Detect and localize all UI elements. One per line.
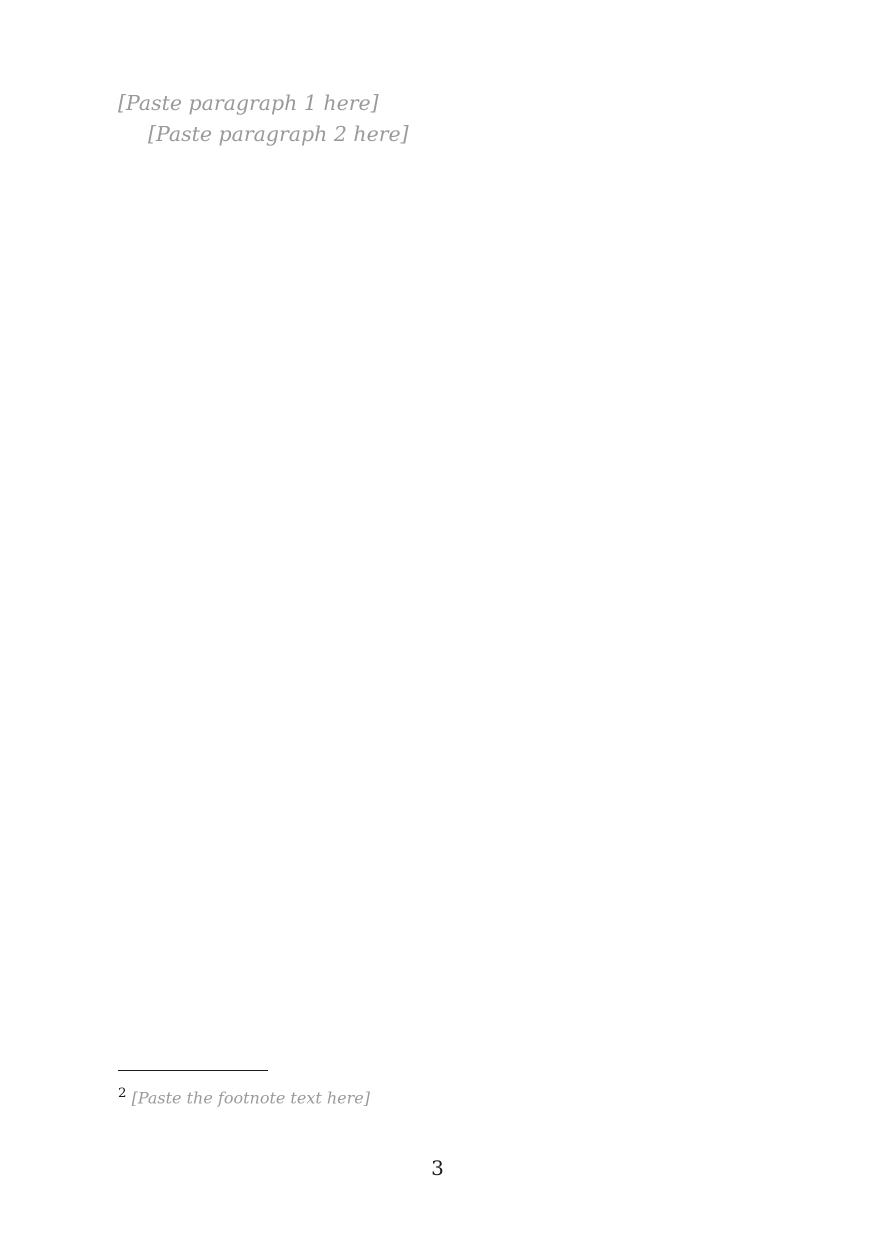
footnote-marker: 2: [118, 1086, 127, 1101]
body-text: [118, 88, 770, 149]
footnote-text: [Paste the footnote text here]: [131, 1088, 370, 1108]
footnote: [118, 1082, 770, 1110]
paragraph-1: [Paste paragraph 1 here]: [118, 91, 379, 115]
paragraph-2: [Paste paragraph 2 here]: [148, 121, 409, 146]
footnote-rule: [118, 1070, 268, 1071]
page-number: 3: [431, 1156, 444, 1180]
